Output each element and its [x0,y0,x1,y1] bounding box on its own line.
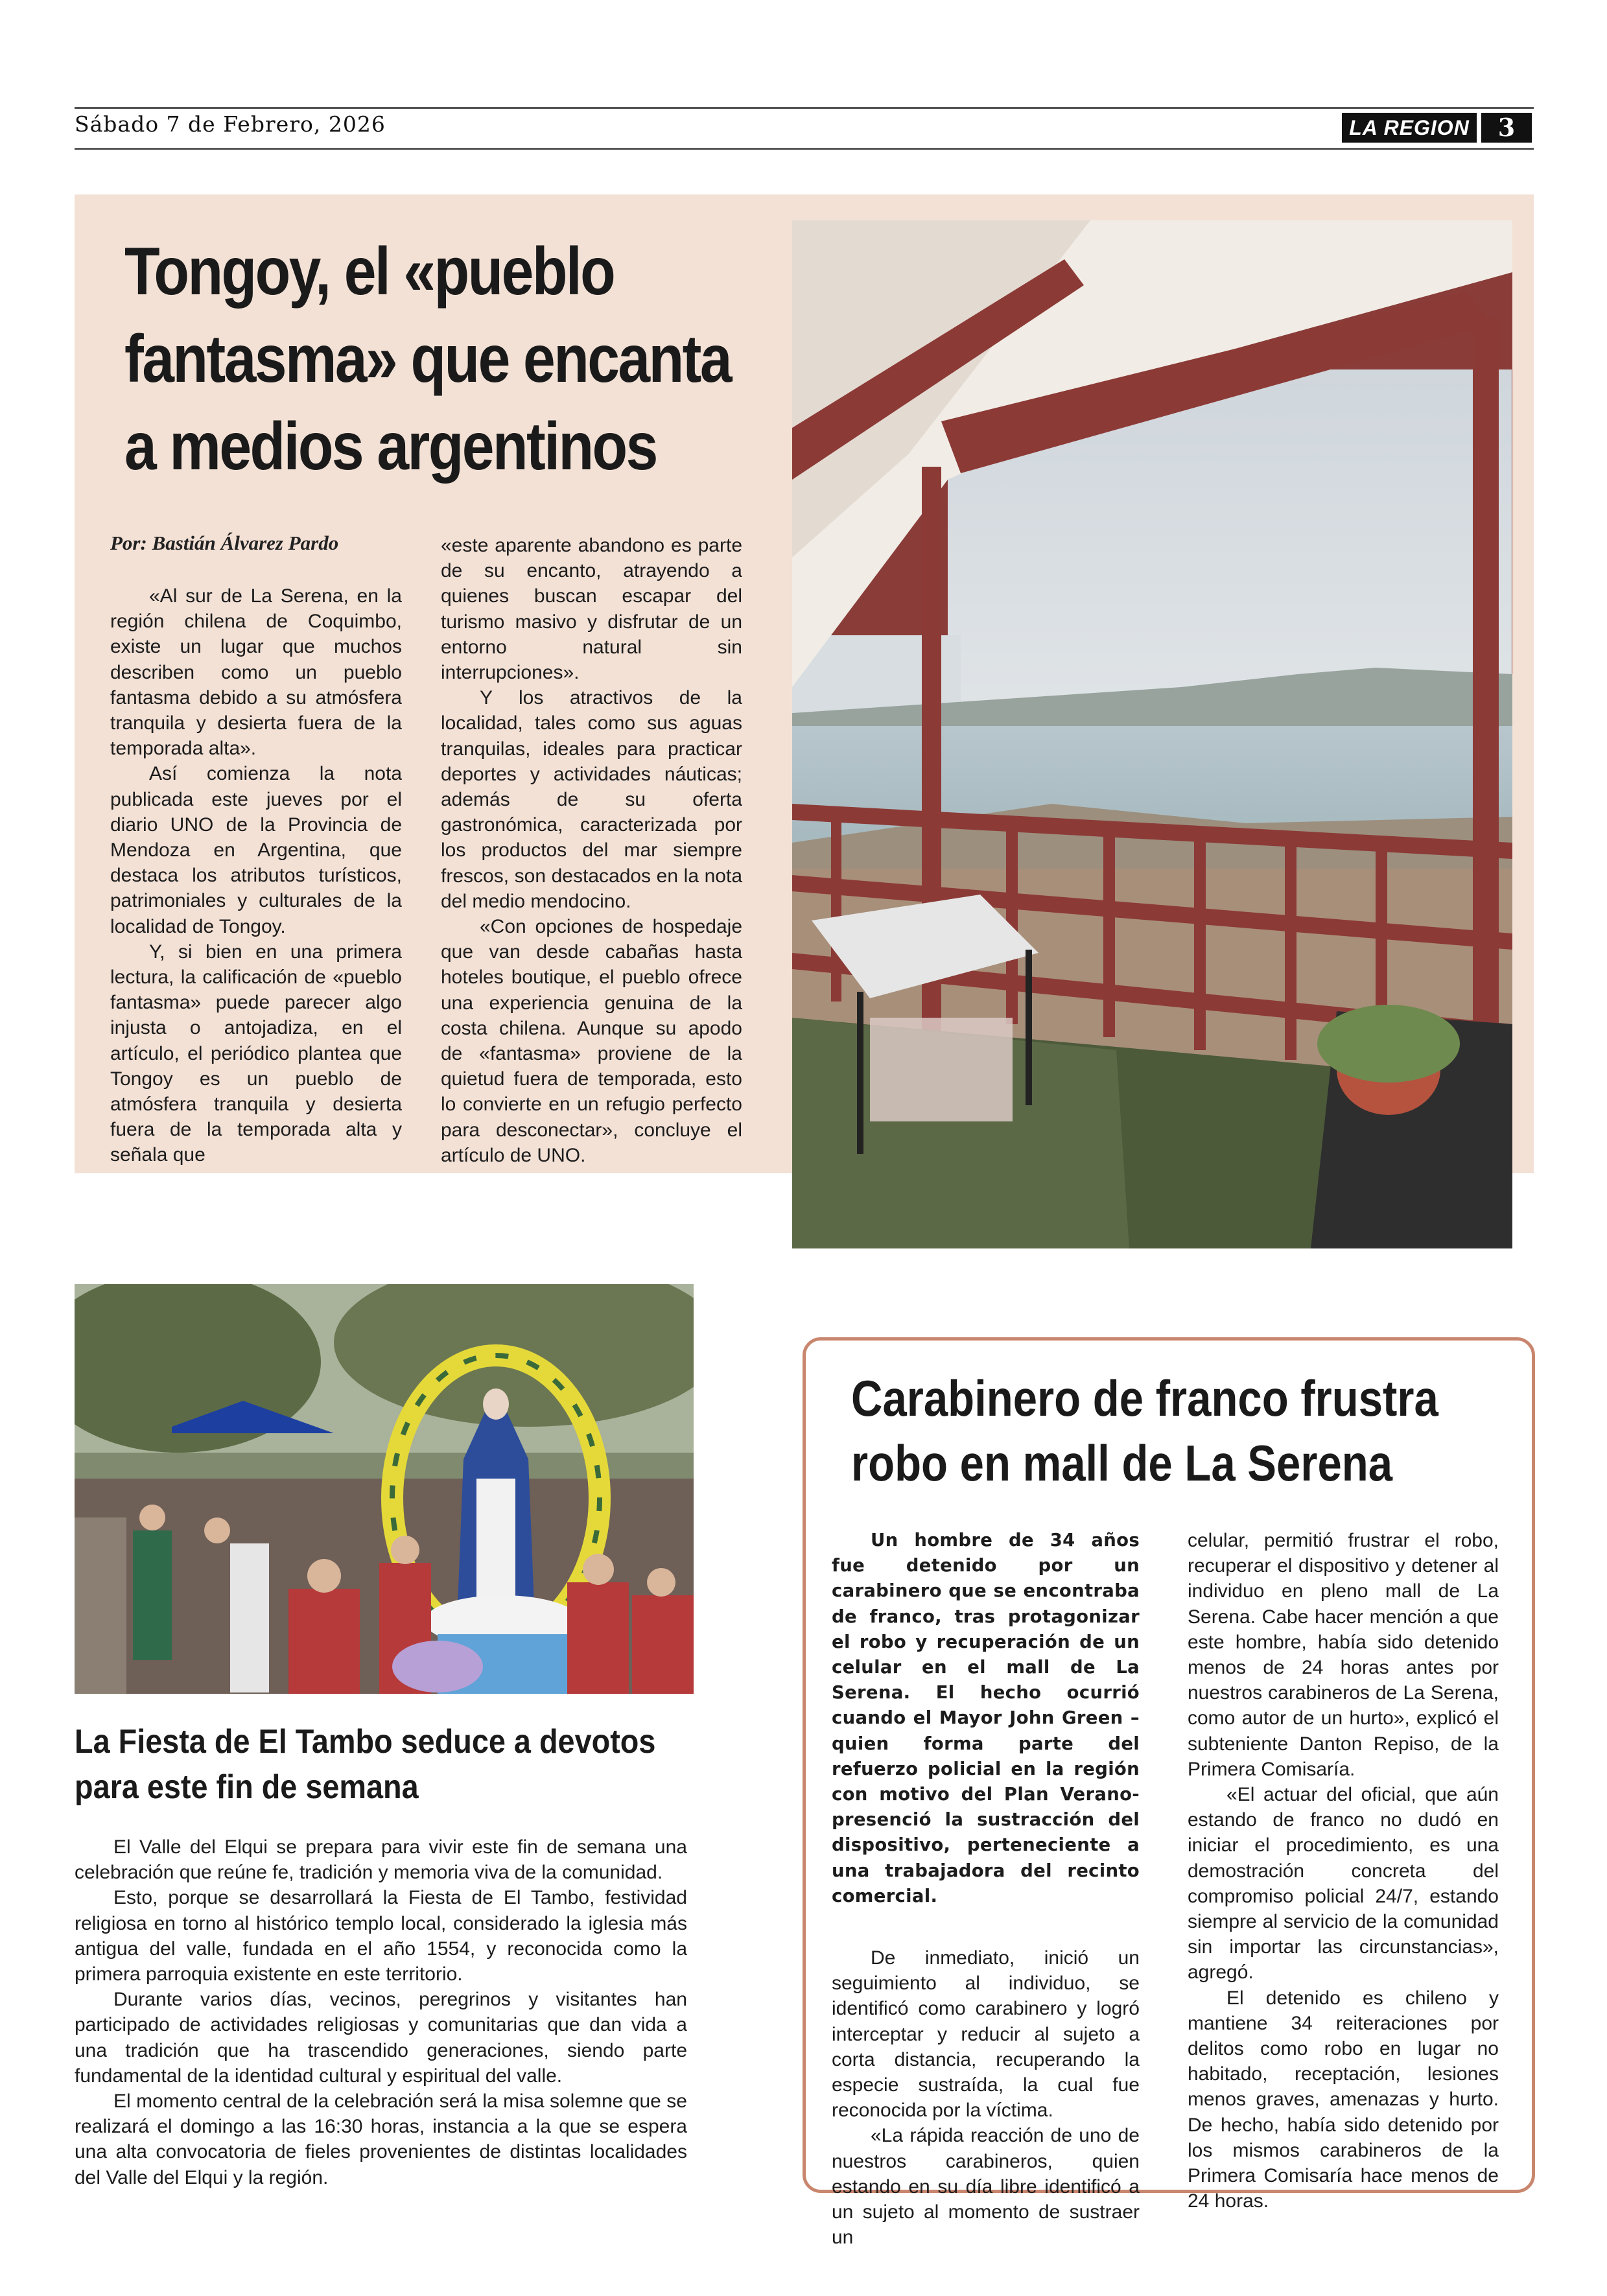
paragraph: De inmediato, inició un seguimiento al individuo, se identificó como carabinero y logró interceptar y reducir al sujeto a corta distancia, recuperando la especie sustraída, la cual fue reconocida por la víctima. [832,1947,1140,2122]
headline-line: Tongoy, el «pueblo [124,234,615,309]
headline-line: La Fiesta de El Tambo seduce a devotos [75,1723,656,1761]
tongoy-balcony-photo [792,220,1512,1248]
paragraph: El Valle del Elqui se prepara para vivir este fin de semana una celebración que reúne fe, tradición y memoria viva de la comunidad. [75,1836,687,1884]
carabinero-column-2 [1188,1528,1499,2214]
fiesta-procession-photo [75,1284,694,1694]
spacer [832,1909,1140,1945]
paragraph: Esto, porque se desarrollará la Fiesta de El Tambo, festividad religiosa en torno al histórico templo local, considerado la iglesia más antigua del valle, fundada en el año 1554, y reconocida como la primera parroquia existente en este territorio. [75,1887,687,1986]
paragraph: El detenido es chileno y mantiene 34 reiteraciones por delitos como robo en lugar no habitado, receptación, lesiones menos graves, amenazas y hurto. De hecho, había sido detenido por los mismos carabineros de la Primera Comisaría hace menos de 24 horas. [1188,1987,1499,2212]
headline-line: Carabinero de franco frustra [851,1370,1438,1427]
newspaper-logo: LA REGION [1342,113,1477,143]
paragraph: Así comienza la nota publicada este jueves por el diario UNO de la Provincia de Mendoza en Argentina, que destaca los atributos turísticos, patrimoniales y culturales de la localidad de Tongoy. [110,763,402,937]
carabinero-column-1 [832,1528,1140,2250]
paragraph: «La rápida reacción de uno de nuestros carabineros, quien estando en su día libre identificó a un sujeto al momento de sustraer un [832,2125,1140,2249]
headline-line: para este fin de semana [75,1768,419,1806]
header-rule-bottom [75,148,1534,150]
header-rule-top [75,107,1534,109]
paragraph: Durante varios días, vecinos, peregrinos y visitantes han participado de actividades religiosas y comunitarias que dan vida a una tradición que ha trascendido generaciones, siendo parte fundamental de la identidad cultural y espiritual del valle. [75,1989,687,2087]
byline: Por: Bastián Álvarez Pardo [110,532,339,554]
paragraph: Y, si bien en una primera lectura, la calificación de «pueblo fantasma» puede parecer algo injusta o antojadiza, en el artículo, el periódico plantea que Tongoy es un pueblo de atmósfera tranquila y desierta fuera de la temporada alta y señala que [110,941,402,1166]
lead-paragraph: Un hombre de 34 años fue detenido por un carabinero que se encontraba de franco, tras protagonizar el robo y recuperación de un celular en el mall de La Serena. El hecho ocurrió cuando el Mayor John Green –quien forma parte del refuerzo policial en la región con motivo del Plan Verano- presenció la sustracción del dispositivo, perteneciente a una trabajadora del recinto comercial. [832,1530,1140,1906]
headline-line: robo en mall de La Serena [851,1435,1393,1492]
paragraph: Y los atractivos de la localidad, tales como sus aguas tranquilas, ideales para practicar deportes y actividades náuticas; además de su oferta gastronómica, caracterizada por los productos del mar siempre frescos, son destacados en la nota del medio mendocino. [441,687,742,912]
tongoy-column-2 [441,533,742,1168]
paragraph: «este aparente abandono es parte de su encanto, atrayendo a quienes buscan escapar del turismo masivo y disfrutar de un entorno natural sin interrupciones». [441,535,742,684]
tongoy-column-1 [110,583,402,1168]
paragraph: El momento central de la celebración será la misa solemne que se realizará el domingo a las 16:30 horas, instancia a la que se espera una alta convocatoria de fieles provenientes de distintas localidades del Valle del Elqui y la región. [75,2091,687,2188]
headline-line: a medios argentinos [124,409,657,484]
issue-date: Sábado 7 de Febrero, 2026 [75,111,386,137]
paragraph: «El actuar del oficial, que aún estando de franco no dudó en iniciar el procedimiento, es una demostración concreta del compromiso policial 24/7, estando siempre al servicio de la comunidad sin importar las circunstancias», agregó. [1188,1784,1499,1984]
fiesta-body [75,1834,687,2190]
paragraph: «Al sur de La Serena, en la región chilena de Coquimbo, existe un lugar que muchos describen como un pueblo fantasma debido a su atmósfera tranquila y desierta fuera de la temporada alta». [110,585,402,760]
page-number: 3 [1481,113,1532,143]
fiesta-headline [75,1719,697,1810]
headline-line: fantasma» que encanta [124,322,731,397]
paragraph: celular, permitió frustrar el robo, recuperar el dispositivo y detener al individuo en pleno mall de La Serena. Cabe hacer mención a que este hombre, había sido detenido menos de 24 horas antes por nuestros carabineros de La Serena, como autor de un hurto», explicó el subteniente Danton Repiso, de la Primera Comisaría. [1188,1530,1499,1780]
paragraph: «Con opciones de hospedaje que van desde cabañas hasta hoteles boutique, el pueblo ofrece una experiencia genuina de la costa chilena. Aunque su apodo de «fantasma» proviene de la quietud fuera de temporada, esto lo convierte en un refugio perfecto para desconectar», concluye el artículo de UNO. [441,916,742,1166]
tongoy-headline [124,228,773,491]
carabinero-headline [851,1366,1499,1495]
